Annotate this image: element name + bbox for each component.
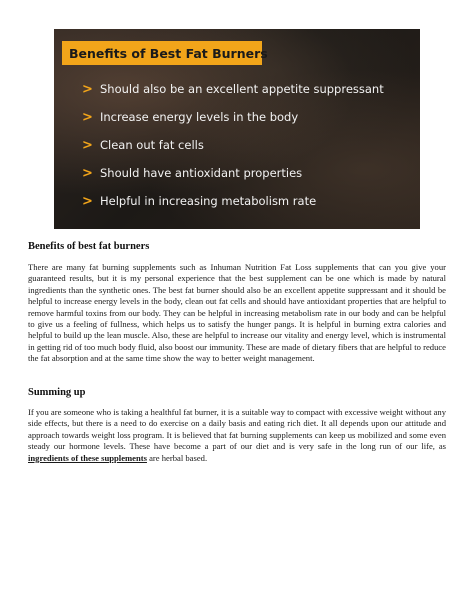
benefits-banner-image <box>54 29 420 229</box>
banner-title-bar <box>62 41 268 65</box>
section-heading-summing-up: Summing up <box>28 387 86 398</box>
banner-benefits-list <box>82 75 384 215</box>
benefits-paragraph: There are many fat burning supplements such as Inhuman Nutrition Fat Loss supplements that can you give your guaranteed results, but it is my personal experience that the best supplement can be one which is made by natural ingredients than the synthetic ones. The best fat burner should also be an excellent appetite suppressant and it should be helpful to increase energy levels in the body, clean out fat cells and should have antioxidant properties that are helpful to remove harmful toxins from our body. They can be helpful in increasing metabolism rate in our body and can be helpful to give us a feeling of fullness, which helps us to satisfy the hunger pangs. It is helpful in burning extra calories and helpful to build up the lean muscle. Also, these are helpful to increase our vitality and energy level, which is instrumental in getting rid of too much body fluid, also boost our immunity. These are made of dietary fibers that are helpful to reduce the fat absorption and at the same time show the way to better weight management. <box>28 262 446 364</box>
banner-item-text: Should have antioxidant properties <box>100 166 303 180</box>
summing-up-paragraph <box>28 407 446 464</box>
banner-item-text: Clean out fat cells <box>100 138 204 152</box>
banner-title: Benefits of Best Fat Burners <box>69 45 268 61</box>
banner-item-text: Helpful in increasing metabolism rate <box>100 194 317 208</box>
banner-item-text: Increase energy levels in the body <box>100 110 299 124</box>
summing-up-text-end: are herbal based. <box>146 452 208 463</box>
banner-list-item <box>82 103 384 131</box>
banner-list-item <box>82 187 384 215</box>
chevron-right-icon: > <box>82 137 93 153</box>
banner-list-item <box>82 75 384 103</box>
chevron-right-icon: > <box>82 81 93 97</box>
banner-list-item <box>82 159 384 187</box>
chevron-right-icon: > <box>82 193 93 209</box>
section-heading-benefits: Benefits of best fat burners <box>28 241 150 252</box>
chevron-right-icon: > <box>82 165 93 181</box>
summing-up-text: If you are someone who is taking a healthful fat burner, it is a suitable way to compact with excessive weight without any side effects, but there is a need to do exercise on a daily basis and eating rich diet. It all depends upon our attitude and approach towards weight loss program. It is believed that fat burning supplements can keep us mobilized and some even steady our hormone levels. These have become a part of our diet and is very safe in the long run of our life, as <box>28 407 447 452</box>
ingredients-link[interactable]: ingredients of these supplements <box>28 452 147 463</box>
chevron-right-icon: > <box>82 109 93 125</box>
banner-item-text: Should also be an excellent appetite suppressant <box>100 82 384 96</box>
banner-list-item <box>82 131 384 159</box>
